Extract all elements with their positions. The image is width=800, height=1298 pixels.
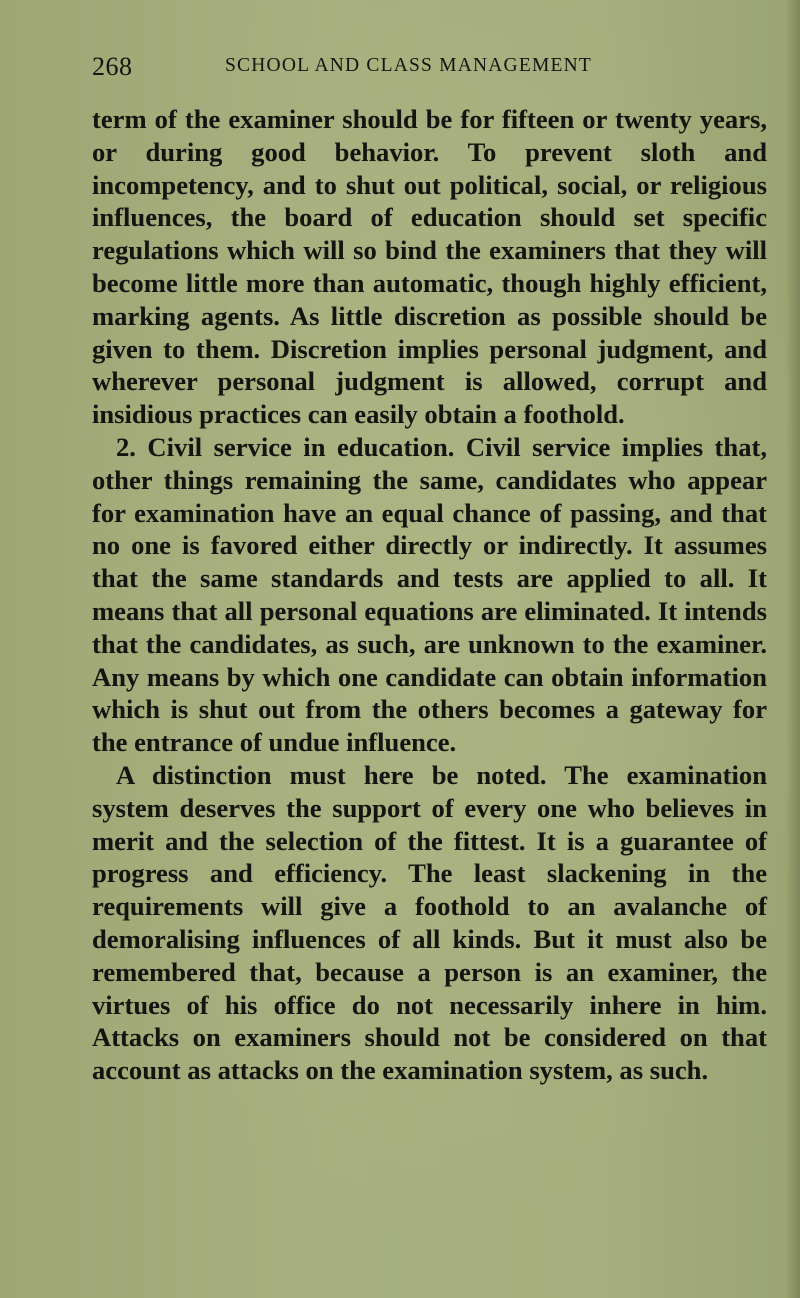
page-number: 268 — [92, 52, 133, 81]
page-edge-shadow — [786, 0, 800, 1298]
running-title: SCHOOL AND CLASS MANAGEMENT — [225, 55, 592, 76]
paragraph-distinction: A distinction must here be noted. The examination system deserves the support of every one who believes in merit and the selection of the fittest. It is a guarantee of progress and efficiency. The least slackening in the requirements will give a foothold to an avalanche of demoralising influences of all kinds. But it must also be remembered that, because a person is an examiner, the virtues of his office do not necessarily inhere in him. Attacks on examiners should not be considered on that account as attacks on the examination system, as such. — [92, 759, 767, 1086]
running-head — [92, 52, 712, 86]
paragraph-continuation: term of the examiner should be for fifteen or twenty years, or during good behavior. To prevent sloth and incompetency, and to shut out political, social, or religious influences, the board of education should set specific regulations which will so bind the examiners that they will become little more than automatic, though highly efficient, marking agents. As little discretion as possible should be given to them. Discretion implies personal judgment, and wherever personal judgment is allowed, corrupt and insidious practices can easily obtain a foothold. — [92, 104, 767, 430]
body-text — [92, 103, 767, 1087]
paragraph-civil-service: 2. Civil service in education. Civil service implies that, other things remaining the same, candidates who appear for examination have an equal chance of passing, and that no one is favored either directly or indirectly. It assumes that the same standards and tests are applied to all. It means that all personal equations are eliminated. It intends that the candidates, as such, are unknown to the examiner. Any means by which one candidate can obtain information which is shut out from the others becomes a gateway for the entrance of undue influence. — [92, 431, 767, 758]
